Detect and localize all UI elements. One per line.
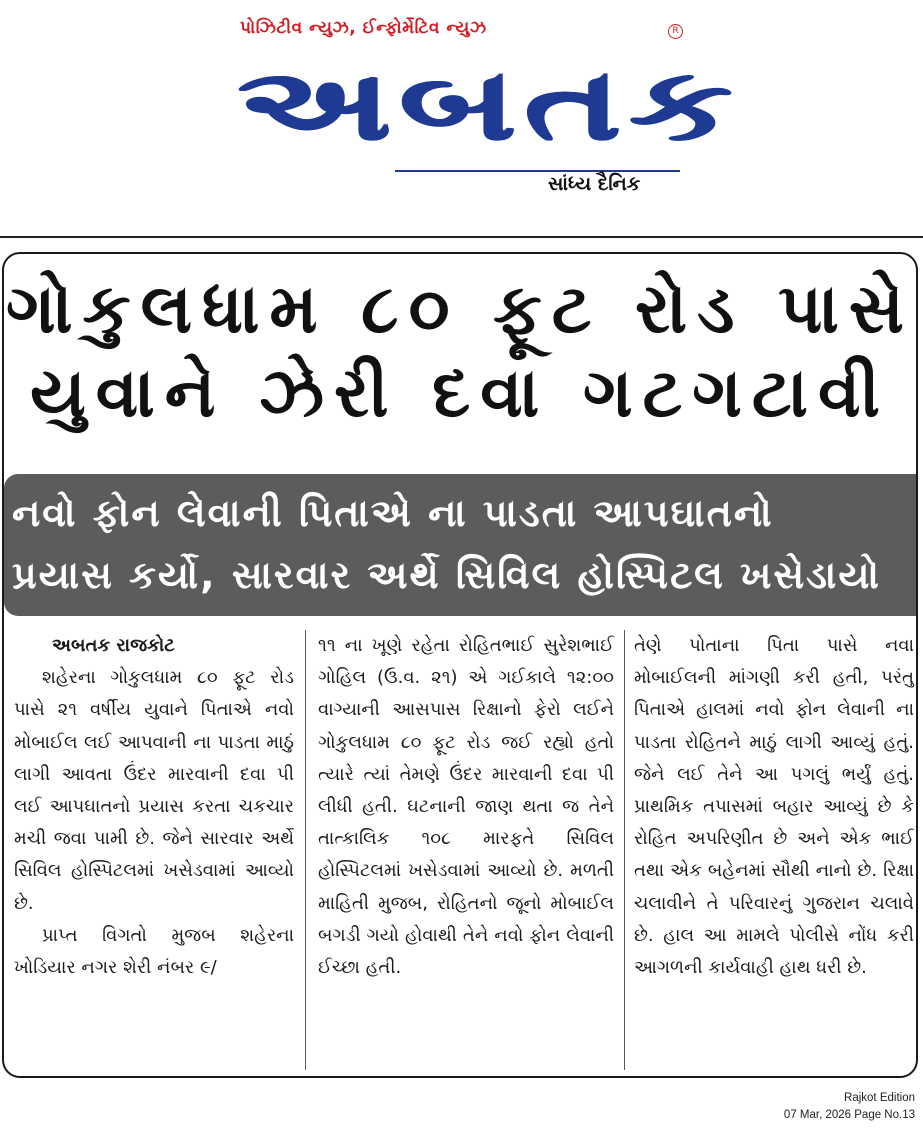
headline-line-1: ગોકુલધામ ૮૦ ફૂટ રોડ પાસે	[5, 270, 915, 349]
edition-name: Rajkot Edition	[844, 1092, 915, 1104]
headline-line-2: યુવાને ઝેરી દવા ગટગટાવી	[30, 354, 890, 433]
article-byline: અબતક રાજકોટ	[52, 635, 175, 656]
news-article	[2, 252, 918, 1078]
edition-date-page: 07 Mar, 2026 Page No.13	[783, 1109, 915, 1121]
subheadline-line-1: નવો ફોન લેવાની પિતાએ ના પાડતા આપઘાતનો	[12, 491, 774, 535]
article-body	[12, 630, 912, 1070]
newspaper-logo: અબતક	[238, 46, 741, 163]
column-2-paragraph: ૧૧ ના ખૂણે રહેતા રોહિતભાઈ સુરેશભાઈ ગોહિલ (ઉ.વ. ૨૧) એ ગઈકાલે ૧૨:૦૦ વાગ્યાની આસપાસ રિક્ષાનો ફેરો લઈને ગોકુલધામ ૮૦ ફૂટ રોડ જઈ રહ્યો હતો ત્યારે ત્યાં તેમણે ઉંદર મારવાની દવા પી લીધી હતી. ઘટનાની જાણ થતા જ તેને તાત્કાલિક ૧૦૮ મારફતે સિવિલ હોસ્પિટલમાં ખસેડવામાં આવ્યો છે. મળતી માહિતી મુજબ, રોહિતનો જૂનો મોબાઈલ બગડી ગયો હોવાથી તેને નવો ફોન લેવાની ઈચ્છા હતી.	[318, 635, 614, 979]
article-headline	[4, 268, 916, 436]
article-column-3	[634, 630, 914, 1070]
column-1-paragraph-2: પ્રાપ્ત વિગતો મુજબ શહેરના ખોડિયાર નગર શેરી નંબર ૯/	[14, 924, 294, 979]
column-3-paragraph: તેણે પોતાના પિતા પાસે નવા મોબાઈલની માંગણી કરી હતી, પરંતુ પિતાએ હાલમાં નવો ફોન લેવાની ના પાડતા રોહિતને માઠું લાગી આવ્યું હતું. જેને લઈ તેને આ પગલું ભર્યું હતું. પ્રાથમિક તપાસમાં બહાર આવ્યું છે કે રોહિત અપરિણીત છે અને એક ભાઈ તથા એક બહેનમાં સૌથી નાનો છે. રિક્ષા ચલાવીને તે પરિવારનું ગુજરાન ચલાવે છે. હાલ આ મામલે પોલીસે નોંધ કરી આગળની કાર્યવાહી હાથ ધરી છે.	[634, 635, 914, 979]
page-divider	[0, 236, 923, 238]
cut-off-previous-text	[0, 206, 923, 230]
masthead-tagline: પોઝિટીવ ન્યુઝ, ઈન્ફોર્મેટિવ ન્યુઝ	[240, 18, 487, 38]
logo-underline	[395, 170, 680, 172]
column-1-paragraph-1: શહેરના ગોકુલધામ ૮૦ ફૂટ રોડ પાસે ૨૧ વર્ષીય યુવાને પિતાએ નવો મોબાઈલ લઈ આપવાની ના પાડતા માઠું લાગી આવતા ઉંદર મારવાની દવા પી લઈ આપઘાતનો પ્રયાસ કરતા ચકચાર મચી જવા પામી છે. જેને સારવાર અર્થે સિવિલ હોસ્પિટલમાં ખસેડવામાં આવ્યો છે.	[14, 667, 294, 914]
article-column-1	[14, 630, 294, 1070]
registered-mark-icon: R	[668, 24, 683, 39]
masthead	[0, 0, 923, 200]
subheadline-banner	[4, 474, 918, 616]
article-subheadline	[12, 482, 912, 606]
column-divider	[624, 630, 625, 1070]
column-divider	[305, 630, 306, 1070]
subheadline-line-2: પ્રયાસ કર્યો, સારવાર અર્થે સિવિલ હોસ્પિટલ ખસેડાયો	[12, 553, 881, 597]
masthead-subtitle: સાંધ્ય દૈનિક	[548, 173, 641, 195]
article-column-2	[318, 630, 614, 1070]
edition-info	[784, 1090, 915, 1124]
